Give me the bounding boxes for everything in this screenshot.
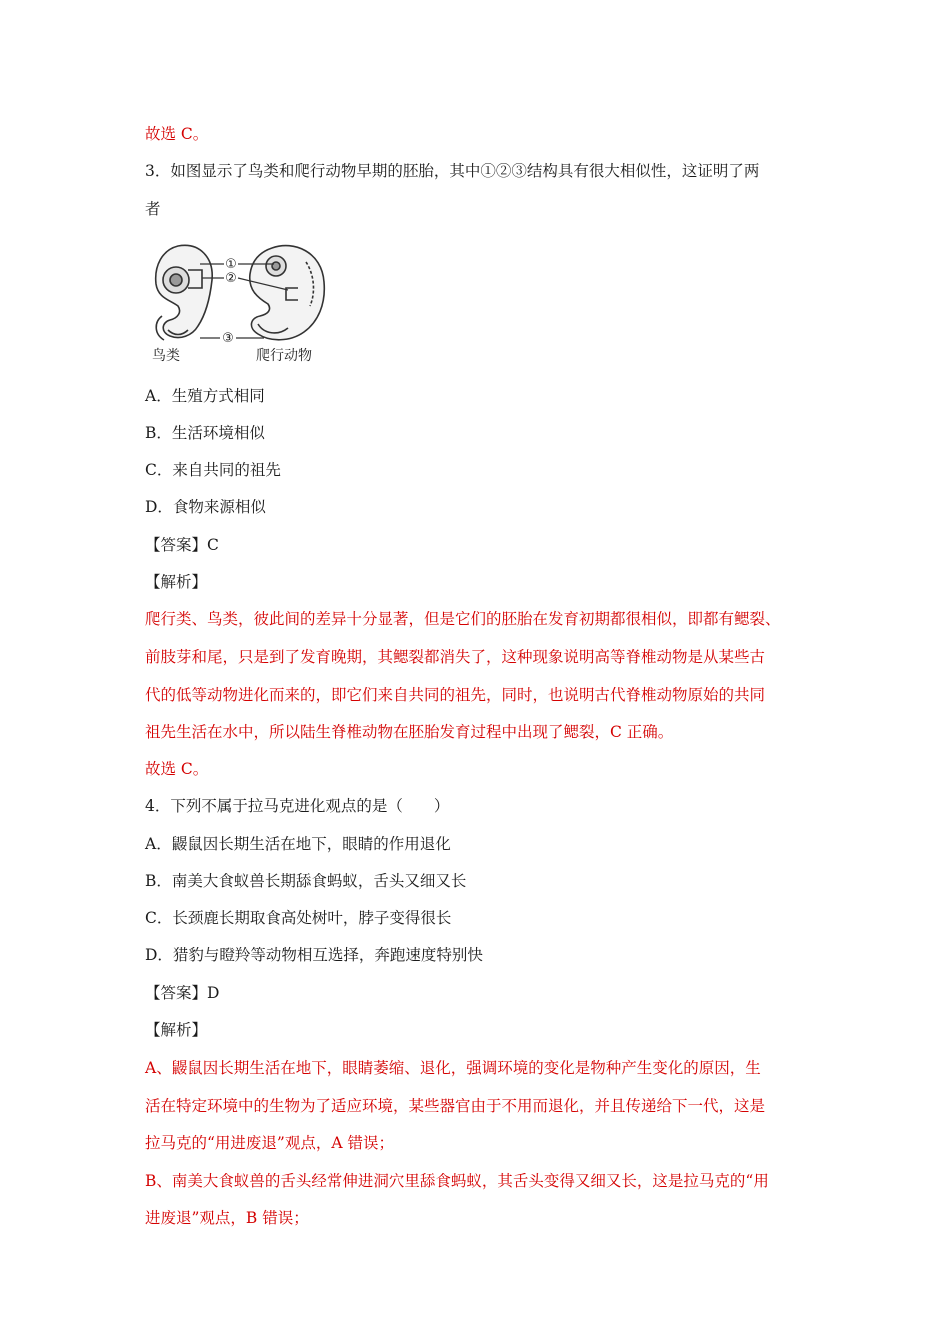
q4-answer: 【答案】D: [145, 984, 220, 1002]
reptile-embryo-drawing: [250, 246, 325, 340]
label-reptile: 爬行动物: [256, 348, 312, 364]
q4-analysis-line3: 拉马克的“用进废退”观点，A 错误；: [145, 1134, 394, 1152]
q4-stem: 4．下列不属于拉马克进化观点的是（ ）: [145, 797, 450, 815]
q4-analysis-line2: 活在特定环境中的生物为了适应环境，某些器官由于不用而退化，并且传递给下一代，这是: [145, 1097, 766, 1115]
q3-analysis-line1: 爬行类、鸟类，彼此间的差异十分显著，但是它们的胚胎在发育初期都很相似，即都有鳃裂、: [145, 610, 781, 628]
q3-option-c: C．来自共同的祖先: [145, 461, 281, 479]
q3-option-d: D．食物来源相似: [145, 498, 266, 516]
q4-analysis-line1: A、鼹鼠因长期生活在地下，眼睛萎缩、退化，强调环境的变化是物种产生变化的原因，生: [145, 1059, 761, 1077]
q4-analysis-label: 【解析】: [145, 1021, 208, 1039]
q3-analysis-line2: 前肢芽和尾，只是到了发育晚期，其鳃裂都消失了，这种现象说明高等脊椎动物是从某些古: [145, 648, 766, 666]
q4-option-b: B．南美大食蚁兽长期舔食蚂蚁，舌头又细又长: [145, 872, 467, 890]
q4-analysis-line4: B、南美大食蚁兽的舌头经常伸进洞穴里舔食蚂蚁，其舌头变得又细又长，这是拉马克的“用: [145, 1172, 769, 1190]
q3-conclusion: 故选 C。: [145, 760, 209, 778]
q3-analysis-line3: 代的低等动物进化而来的，即它们来自共同的祖先，同时，也说明古代脊椎动物原始的共同: [145, 686, 766, 704]
q2-conclusion: 故选 C。: [145, 125, 209, 143]
marker-1: ①: [225, 257, 237, 272]
q3-answer: 【答案】C: [145, 536, 219, 554]
bird-embryo-drawing: [156, 245, 212, 340]
q3-stem-line1: 3．如图显示了鸟类和爬行动物早期的胚胎，其中①②③结构具有很大相似性，这证明了两: [145, 162, 760, 180]
marker-2: ②: [225, 271, 237, 286]
q4-option-a: A．鼹鼠因长期生活在地下，眼睛的作用退化: [145, 835, 451, 853]
q4-option-c: C．长颈鹿长期取食高处树叶，脖子变得很长: [145, 909, 452, 927]
q3-stem-line2: 者: [145, 200, 161, 218]
embryo-figure: [148, 240, 338, 366]
q3-option-a: A．生殖方式相同: [145, 387, 265, 405]
marker-3: ③: [222, 331, 234, 346]
q4-option-d: D．猎豹与瞪羚等动物相互选择，奔跑速度特别快: [145, 946, 483, 964]
q3-analysis-label: 【解析】: [145, 573, 208, 591]
embryo-diagram: [148, 240, 338, 366]
q4-analysis-line5: 进废退”观点，B 错误；: [145, 1209, 309, 1227]
label-bird: 鸟类: [152, 348, 180, 364]
q3-option-b: B．生活环境相似: [145, 424, 265, 442]
q3-analysis-line4: 祖先生活在水中，所以陆生脊椎动物在胚胎发育过程中出现了鳃裂，C 正确。: [145, 723, 674, 741]
